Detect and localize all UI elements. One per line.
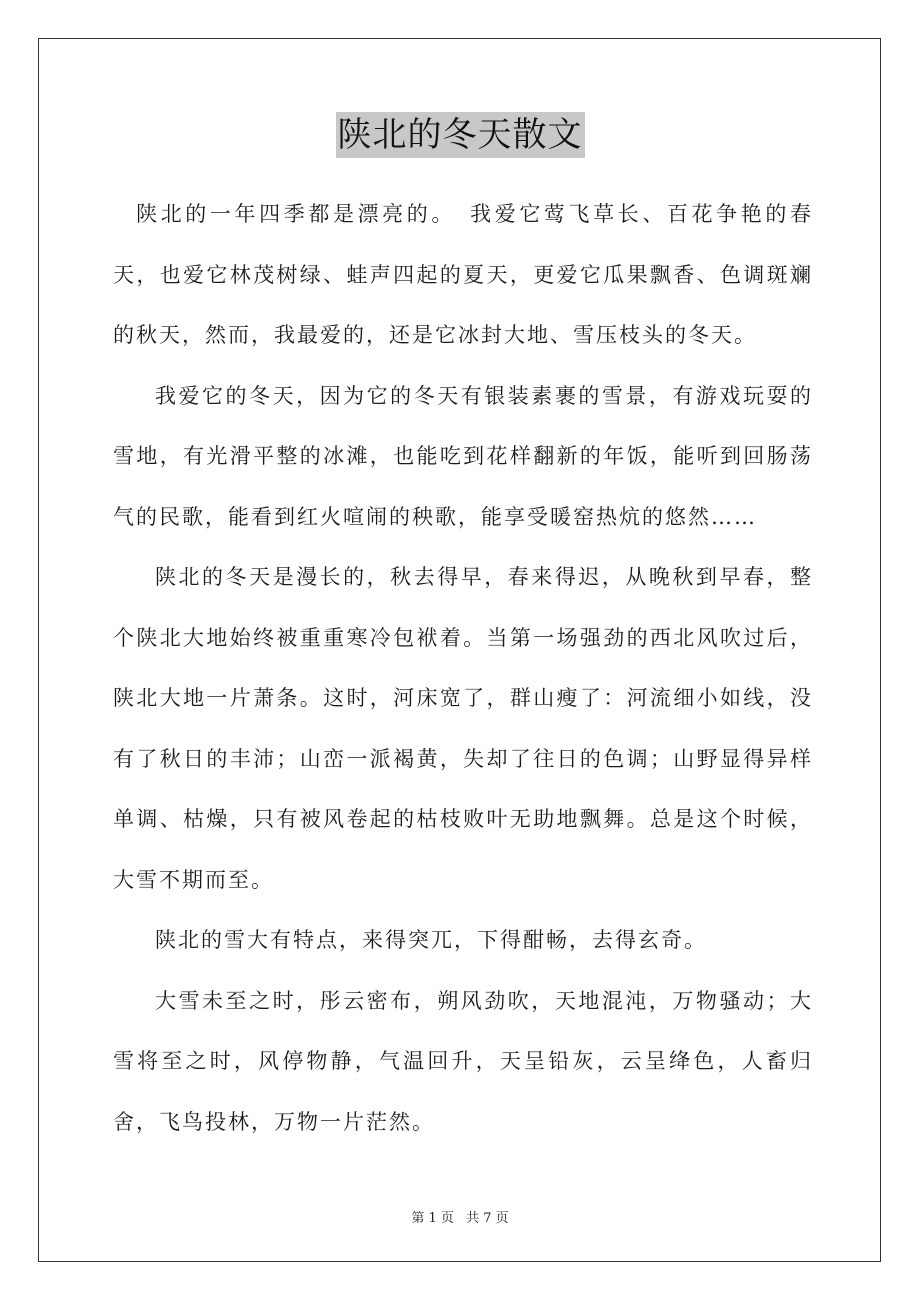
document-body: [113, 184, 813, 1152]
paragraph-2: 我爱它的冬天，因为它的冬天有银装素裹的雪景，有游戏玩耍的雪地，有光滑平整的冰滩，也能吃到花样翻新的年饭，能听到回肠荡气的民歌，能看到红火喧闹的秧歌，能享受暖窑热炕的悠然……: [113, 383, 813, 529]
paragraph-3: 陕北的冬天是漫长的，秋去得早，春来得迟，从晚秋到早春，整个陕北大地始终被重重寒冷包袱着。当第一场强劲的西北风吹过后，陕北大地一片萧条。这时，河床宽了，群山瘦了：河流细小如线，没有了秋日的丰沛；山峦一派褐黄，失却了往日的色调；山野显得异样单调、枯燥，只有被风卷起的枯枝败叶无助地飘舞。总是这个时候，大雪不期而至。: [113, 565, 813, 892]
page-number: 第 1 页: [411, 1211, 454, 1226]
page-footer: [0, 1207, 920, 1226]
paragraph-5: 大雪未至之时，彤云密布，朔风劲吹，天地混沌，万物骚动；大雪将至之时，风停物静，气温回升，天呈铅灰，云呈绛色，人畜归舍，飞鸟投林，万物一片茫然。: [113, 988, 813, 1134]
paragraph-4: 陕北的雪大有特点，来得突兀，下得酣畅，去得玄奇。: [155, 928, 707, 952]
page-total: 共 7 页: [466, 1211, 509, 1226]
document-title: 陕北的冬天散文: [336, 112, 585, 158]
paragraph-1: 陕北的一年四季都是漂亮的。 我爱它莺飞草长、百花争艳的春天，也爱它林茂树绿、蛙声四起的夏天，更爱它瓜果飘香、色调斑斓的秋天，然而，我最爱的，还是它冰封大地、雪压枝头的冬天。: [113, 202, 813, 347]
title-container: [0, 112, 920, 158]
